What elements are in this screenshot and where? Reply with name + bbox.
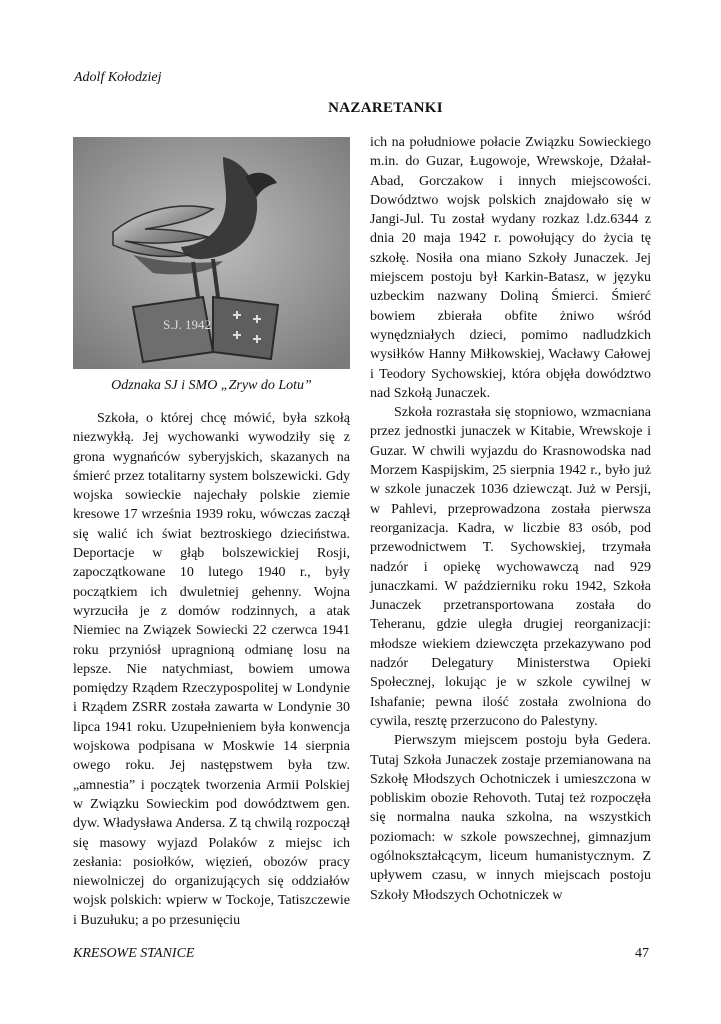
badge-inscription: S.J. 1942	[163, 317, 212, 332]
author-name: Adolf Kołodziej	[74, 70, 162, 85]
left-column	[73, 409, 350, 930]
article-title: NAZARETANKI	[328, 100, 443, 116]
paragraph: ich na południowe połacie Związku Sowieckiego m.in. do Guzar, Ługowoje, Wrewskoje, Dżałał-Abad, Gorczakow i innych miejscowości. Dowództwo wojsk polskich znajdowało się w Jangi-Jul. Tu został wydany rozkaz l.dz.6344 z dnia 20 maja 1942 r. powołujący do życia tę szkołę. Nosiła ona miano Szkoły Junaczek. Jej miejscem postoju był Karkin-Batasz, w języku uzbeckim nazwany Doliną Śmierci. Śmierć bowiem zbierała obfite żniwo wśród wynędzniałych dzieci, pomimo nadludzkich wysiłków Hanny Miłkowskiej, Wacławy Całowej i Teodory Sychowskiej, która objęła dowództwo nad Szkołą Junaczek.	[370, 135, 651, 401]
badge-image	[73, 137, 350, 369]
badge-photo	[73, 137, 350, 369]
right-column	[370, 133, 651, 905]
publication-name: KRESOWE STANICE	[73, 946, 195, 961]
page-number: 47	[635, 946, 649, 961]
paragraph: Szkoła rozrastała się stopniowo, wzmacniana przez jednostki junaczek w Kitabie, Wrewskoje i Guzar. W chwili wyjazdu do Krasnowodska nad Morzem Kaspijskim, 25 sierpnia 1942 r., było już w szkole junaczek 1036 dziewcząt. Już w Persji, w Pahlevi, przeprowadzona została pierwsza reorganizacja. Kadra, w liczbie 83 osób, pod przewodnictwem T. Sychowskiej, trzymała nadzór i opiekę wychowawczą nad 929 junaczkami. W październiku roku 1942, Szkoła Junaczek przetransportowana została do Teheranu, gdzie uległa drugiej reorganizacji: młodsze wiekiem dziewczęta przekazywano pod nadzór Delegatury Ministerstwa Opieki Społecznej, lokując je w szkole cywilnej w Ishafanie; pewna ilość została zwolniona do cywila, resztę przerzucono do Palestyny.	[370, 405, 651, 729]
paragraph: Szkoła, o której chcę mówić, była szkołą niezwykłą. Jej wychowanki wywodziły się z grona wygnańców syberyjskich, skazanych na śmierć przez totalitarny system bolszewicki. Gdy wojska sowieckie najechały polskie ziemie kresowe 17 września 1939 roku, wówczas zaczął się walić ich świat beztroskiego dzieciństwa. Deportacje w głąb bolszewickiej Rosji, zapoczątkowane 10 lutego 1940 r., były początkiem ich dwuletniej gehenny. Wojna wyrzuciła je z domów rodzinnych, a atak Niemiec na Związek Sowiecki 22 czerwca 1941 roku przyniósł upragnioną odmianę losu na lepsze. Nie natychmiast, bowiem umowa pomiędzy Rządem Rzeczypospolitej w Londynie i Rządem ZSRR została zawarta w Londynie 30 lipca 1941 roku. Uzupełnieniem była konwencja wojskowa podpisana w Moskwie 14 sierpnia owego roku. Jej następstwem była tzw. „amnestia” i początek tworzenia Armii Polskiej w Związku Sowieckim pod dowództwem gen. dyw. Władysława Andersa. Z tą chwilą rozpoczął się masowy wyjazd Polaków z miejsc ich zesłania: posiołków, więzień, obozów pracy niewolniczej do organizujących się oddziałów wojsk polskich: wpierw w Tockoje, Tatiszczewie i Buzułuku; a po przesunięciu	[73, 411, 350, 928]
figure-caption: Odznaka SJ i SMO „Zryw do Lotu”	[111, 378, 312, 393]
paragraph: Pierwszym miejscem postoju była Gedera. Tutaj Szkoła Junaczek zostaje przemianowana na Szkołę Młodszych Ochotniczek i umieszczona w pobliskim obozie Rehovoth. Tutaj też rozpoczęła się normalna nauka szkolna, na wszystkich poziomach: w szkole powszechnej, gimnazjum ogólnokształcącym, liceum humanistycznym. Z upływem czasu, w innych miejscach postoju Szkoły Młodszych Ochotniczek w	[370, 733, 651, 903]
